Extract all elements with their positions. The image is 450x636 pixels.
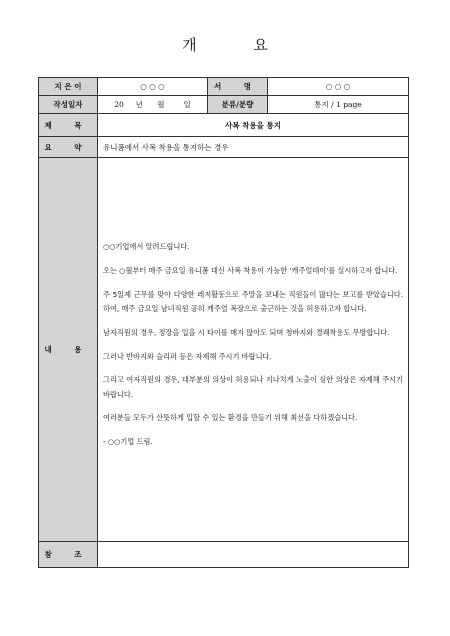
- category-value[interactable]: 통지 / 1 page: [268, 96, 409, 114]
- summary-form-table: [38, 77, 409, 568]
- signature-label: 서 명: [208, 78, 268, 96]
- page-title: 개 요: [182, 36, 294, 54]
- date-year: 20: [114, 100, 124, 109]
- content-paragraph: 주 5일제 근무를 맞아 다양한 레저활동으로 주말을 보내는 직원들이 많다는 보고를 받았습니다. 하여, 매주 금요일 남녀직원 공히 캐주얼 복장으로 출근하는 것을 허용하고자 합니다.: [103, 289, 403, 313]
- date-value[interactable]: [98, 96, 208, 114]
- content-paragraph: 여러분들 모두가 산뜻하게 입할 수 있는 환경을 만들기 위해 최선을 다하겠습니다.: [103, 413, 358, 423]
- date-row: [39, 96, 409, 114]
- author-label: 지 은 이: [39, 78, 98, 96]
- summary-label: 요 약: [39, 137, 98, 158]
- subject-label: 제 목: [39, 114, 98, 137]
- subject-value[interactable]: 사복 착용을 통지: [98, 114, 409, 137]
- content-label: 내 용: [39, 158, 98, 542]
- content-paragraph: - ○○기업 드림.: [103, 437, 153, 447]
- author-row: [39, 78, 409, 96]
- date-label: 작성일자: [39, 96, 98, 114]
- content-row: [39, 158, 409, 542]
- reference-label: 참 조: [39, 542, 98, 568]
- content-paragraph: 그리고 여자직원의 경우, 대부분의 의상이 허용되나 지나치게 노출이 심한 의상은 자제해 주시기 바랍니다.: [103, 375, 403, 399]
- content-body[interactable]: [98, 158, 409, 542]
- summary-value[interactable]: 유니폼에서 사복 착용을 통지하는 경우: [98, 137, 409, 158]
- author-value[interactable]: ○ ○ ○: [98, 78, 208, 96]
- date-month-unit: 월: [157, 100, 165, 109]
- signature-value[interactable]: ○ ○ ○: [268, 78, 409, 96]
- content-paragraph: 그러나 반바지와 슬리퍼 등은 자제해 주시기 바랍니다.: [103, 351, 272, 361]
- content-paragraph: ○○기업에서 알려드립니다.: [103, 242, 190, 252]
- content-paragraph: 오는 ○월부터 매주 금요일 유니폼 대신 사복 착용이 가능한 '캐주얼데이'를 실시하고자 합니다.: [103, 265, 398, 275]
- category-label: 분류/분량: [208, 96, 268, 114]
- reference-value[interactable]: [98, 542, 409, 568]
- date-year-unit: 년: [135, 100, 143, 109]
- subject-row: [39, 114, 409, 137]
- date-day-unit: 일: [183, 100, 191, 109]
- content-paragraph: 남자직원의 경우, 정장을 입을 시 타이를 매지 않아도 되며 청바지와 경쾌착용도 무방합니다.: [103, 327, 390, 337]
- reference-row: [39, 542, 409, 568]
- summary-row: [39, 137, 409, 158]
